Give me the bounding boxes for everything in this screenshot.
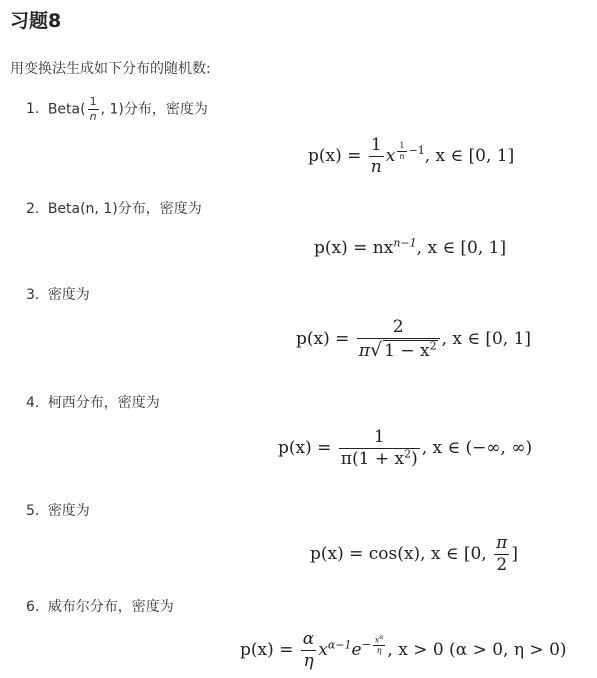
list-item-4	[26, 392, 160, 412]
list-item-5	[26, 500, 90, 520]
formula-fraction	[339, 428, 420, 469]
formula-lhs: p(x) =	[308, 145, 362, 166]
formula-5	[310, 534, 518, 575]
exponent-tail: −1	[408, 144, 425, 158]
formula-4	[278, 428, 532, 469]
sqrt-body	[383, 340, 437, 361]
item-label-pre: Beta(	[47, 101, 86, 118]
item-label-post: , 1)分布，密度为	[100, 101, 208, 118]
formula-lhs: p(x) =	[278, 437, 332, 458]
formula-base: x	[318, 639, 328, 660]
formula-exponent-2	[361, 634, 388, 655]
sqrt-exponent: 2	[429, 338, 437, 352]
formula-domain: , x ∈ [0, 1]	[416, 238, 507, 258]
denominator-exponent: 2	[404, 446, 412, 460]
exponent-denominator: η	[373, 645, 386, 656]
fraction-denominator: n	[370, 156, 382, 177]
item-label: 威布尔分布，密度为	[47, 599, 174, 615]
fraction-denominator: 2	[494, 554, 509, 575]
formula-lhs: p(x) = nx	[314, 238, 394, 258]
item-label: Beta(n, 1)分布，密度为	[47, 201, 202, 217]
pi-symbol: π	[358, 340, 370, 361]
exponent-denominator: n	[399, 151, 405, 161]
page-title: 习题8	[10, 10, 62, 32]
formula-fraction	[357, 318, 440, 361]
fraction-denominator	[357, 338, 440, 362]
formula-base: x	[385, 145, 396, 166]
formula-lhs: p(x) =	[240, 639, 294, 660]
item-number: 3.	[26, 287, 40, 303]
fraction-numerator: 2	[392, 317, 404, 337]
formula-domain: , x > 0 (α > 0, η > 0)	[387, 639, 567, 660]
formula-domain: , x ∈ [0, 1]	[441, 329, 532, 350]
formula-fraction	[369, 136, 384, 177]
euler-e: e	[351, 639, 362, 660]
item-number: 1.	[26, 101, 40, 118]
formula-6	[240, 630, 567, 671]
item-number: 6.	[26, 599, 40, 615]
fraction-numerator: 1	[373, 427, 385, 447]
item-number: 5.	[26, 503, 40, 519]
list-item-2	[26, 198, 202, 218]
fraction-numerator: 1	[89, 95, 97, 108]
formula-fraction	[301, 630, 316, 671]
fraction-numerator: 1	[370, 135, 382, 155]
fraction-denominator: n	[88, 109, 99, 123]
sqrt-expression: 1 − x	[384, 340, 430, 361]
fraction-denominator: η	[301, 650, 316, 671]
item-number: 2.	[26, 201, 40, 217]
formula-domain: ]	[511, 543, 518, 564]
formula-fraction	[494, 534, 509, 575]
formula-exponent: n−1	[393, 236, 417, 250]
inline-fraction	[88, 96, 99, 123]
formula-domain: , x ∈ [0, 1]	[424, 145, 515, 166]
formula-3	[296, 318, 531, 361]
fraction-numerator: α	[302, 629, 315, 649]
exponent-minus: −	[361, 638, 371, 652]
sqrt-icon: √	[369, 338, 383, 361]
formula-2	[314, 238, 506, 258]
formula-1	[308, 136, 514, 177]
exponent-numerator-power: α	[379, 634, 384, 642]
item-number: 4.	[26, 395, 40, 411]
denominator-pre: π(1 + x	[340, 448, 405, 469]
formula-lhs: p(x) = cos(x), x ∈ [0,	[310, 543, 487, 564]
fraction-numerator: π	[496, 533, 508, 553]
formula-exponent: α−1	[327, 638, 352, 652]
formula-domain: , x ∈ (−∞, ∞)	[421, 437, 533, 458]
item-label: 密度为	[47, 503, 90, 519]
list-item-6	[26, 596, 174, 616]
denominator-post: )	[411, 448, 418, 469]
item-label: 密度为	[47, 287, 90, 303]
formula-exponent	[395, 141, 425, 161]
list-item-3	[26, 284, 90, 304]
list-item-1	[26, 96, 208, 123]
exponent-numerator-base: x	[374, 635, 380, 645]
exponent-numerator: 1	[399, 141, 405, 151]
exponent-numerator	[373, 635, 386, 645]
intro-text: 用变换法生成如下分布的随机数:	[10, 61, 211, 77]
formula-lhs: p(x) =	[296, 329, 350, 350]
item-label: 柯西分布，密度为	[47, 395, 160, 411]
exponent-fraction	[373, 635, 386, 655]
fraction-denominator	[339, 448, 420, 469]
